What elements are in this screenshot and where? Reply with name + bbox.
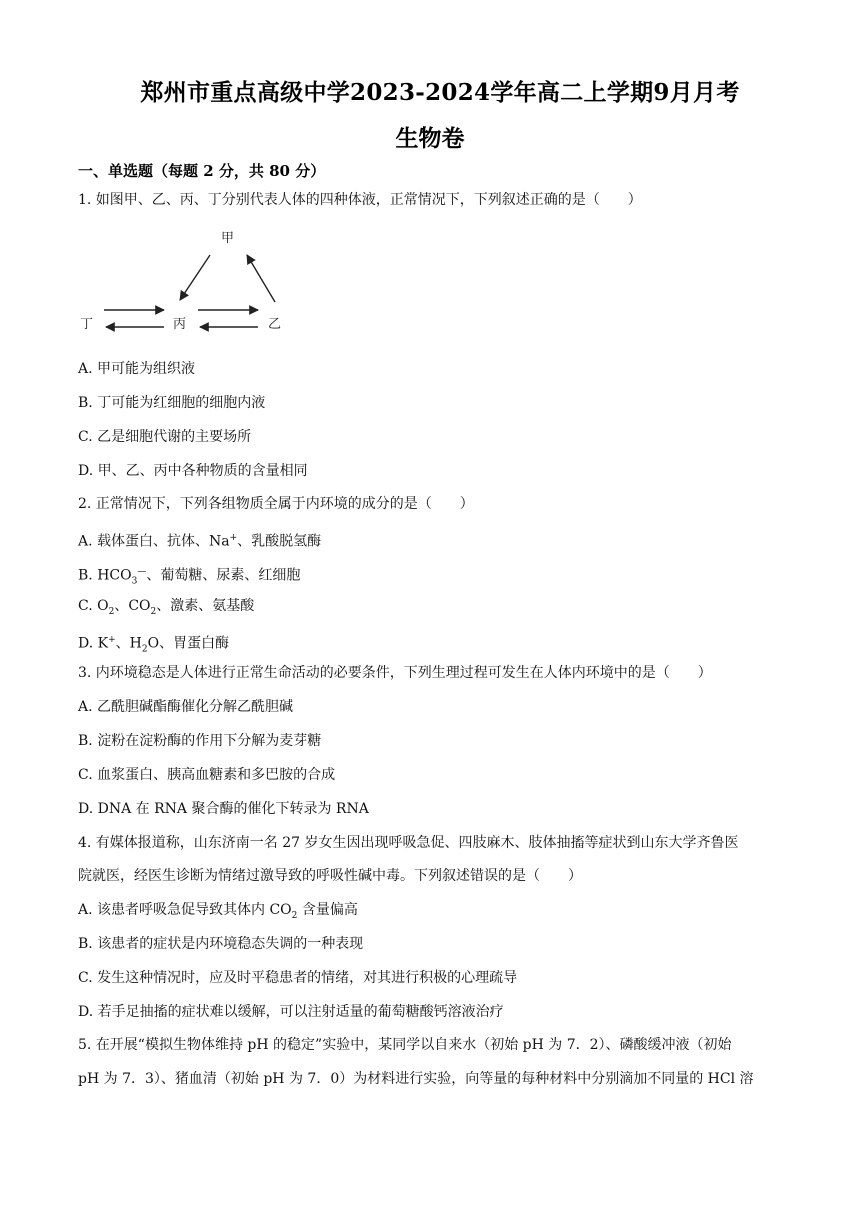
question-3-option-d: D. DNA 在 RNA 聚合酶的催化下转录为 RNA [78,801,369,817]
question-5-line-2: pH 为 7．3）、猪血清（初始 pH 为 7．0）为材料进行实验，向等量的每种材料中分别滴加不同量的 HCl 溶 [78,1071,754,1087]
question-2-option-b: B. $HCO_3^—$、葡萄糖、尿素、红细胞 [78,567,301,587]
question-2-option-c: C. $O_2$、$CO_2$、激素、氨基酸 [78,598,255,617]
diagram-label-yi: 乙 [268,317,282,332]
section-heading: 一、单选题（每题 2 分，共 80 分） [78,162,326,180]
diagram-label-ding: 丁 [80,317,94,332]
question-2-option-a: A. 载体蛋白、抗体、Na+、乳酸脱氢酶 [78,533,322,550]
question-2-stem: 2. 正常情况下，下列各组物质全属于内环境的成分的是（ ） [78,496,474,512]
question-5-line-1: 5. 在开展“模拟生物体维持 pH 的稳定”实验中，某同学以自来水（初始 pH 为 7．2）、磷酸缓冲液（初始 [78,1037,732,1053]
question-4-stem-line-1: 4. 有媒体报道称，山东济南一名 27 岁女生因出现呼吸急促、四肢麻木、肢体抽搐等症状到山东大学齐鲁医 [78,835,739,851]
question-1-option-d: D. 甲、乙、丙中各种物质的含量相同 [78,463,308,479]
question-4-option-d: D. 若手足抽搐的症状难以缓解，可以注射适量的葡萄糖酸钙溶液治疗 [78,1004,504,1020]
page-title: 郑州市重点高级中学2023-2024学年高二上学期9月月考 [140,79,740,106]
question-3-stem: 3. 内环境稳态是人体进行正常生命活动的必要条件，下列生理过程可发生在人体内环境中的是（ ） [78,665,712,681]
question-2-option-d: D. K+、$H_2O$、胃蛋白酶 [78,635,230,655]
arrow-yi-to-jia [247,255,275,302]
question-4-stem-line-2: 院就医，经医生诊断为情绪过激导致的呼吸性碱中毒。下列叙述错误的是（ ） [78,868,582,884]
body-fluid-diagram [70,222,310,342]
diagram-label-bing: 丙 [173,317,187,332]
question-4-option-a: A. 该患者呼吸急促导致其体内 $CO_2$ 含量偏高 [78,902,358,921]
question-3-option-a: A. 乙酰胆碱酯酶催化分解乙酰胆碱 [78,699,294,715]
arrow-jia-to-bing [180,255,210,300]
question-1-option-a: A. 甲可能为组织液 [78,361,196,377]
diagram-label-jia: 甲 [221,231,235,246]
question-4-option-c: C. 发生这种情况时，应及时平稳患者的情绪，对其进行积极的心理疏导 [78,970,518,986]
question-1-option-b: B. 丁可能为红细胞的细胞内液 [78,395,266,411]
question-3-option-b: B. 淀粉在淀粉酶的作用下分解为麦芽糖 [78,733,322,749]
question-4-option-b: B. 该患者的症状是内环境稳态失调的一种表现 [78,936,364,952]
question-1-option-c: C. 乙是细胞代谢的主要场所 [78,429,252,445]
question-1-stem: 1. 如图甲、乙、丙、丁分别代表人体的四种体液，正常情况下，下列叙述正确的是（ ） [78,192,642,208]
page-subtitle: 生物卷 [395,125,465,152]
question-3-option-c: C. 血浆蛋白、胰高血糖素和多巴胺的合成 [78,767,336,783]
